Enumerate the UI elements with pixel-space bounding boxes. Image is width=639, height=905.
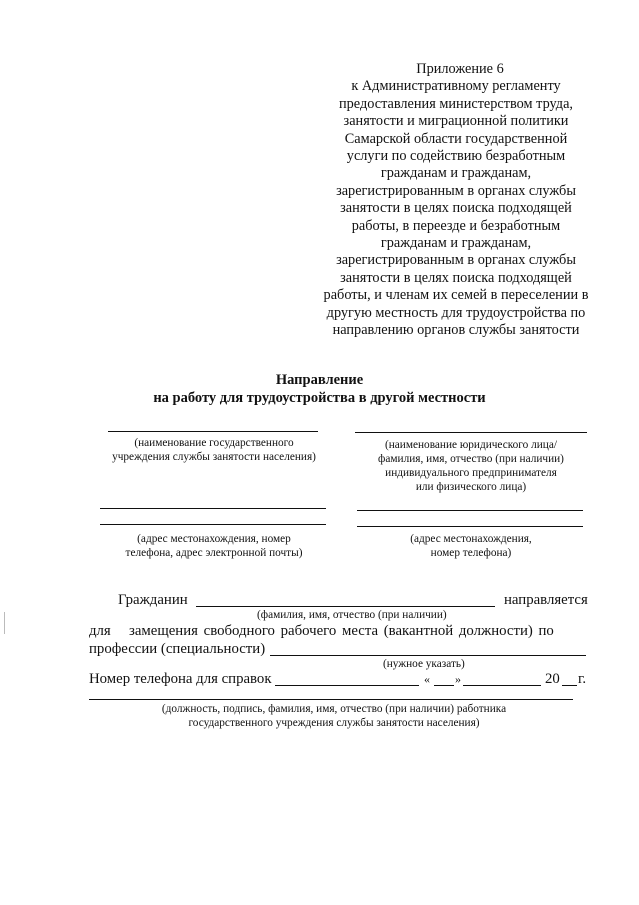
year-suffix: г. xyxy=(578,671,587,687)
institution-name-line xyxy=(108,431,318,432)
quote-close: » xyxy=(455,672,461,686)
signature-line[interactable] xyxy=(89,699,573,700)
employer-caption xyxy=(348,438,594,494)
citizen-label: Гражданин xyxy=(118,592,188,608)
appendix-line: направлению органов службы занятости xyxy=(332,322,580,339)
appendix-line: предоставления министерством труда, xyxy=(339,95,573,112)
phone-line[interactable] xyxy=(275,685,419,686)
caption-line: или физического лица) xyxy=(415,481,527,493)
institution-address-line-2 xyxy=(100,524,326,525)
caption-line: (адрес местонахождения, номер xyxy=(137,533,291,545)
caption-line: телефона, адрес электронной почты) xyxy=(125,547,303,559)
document-title: Направление xyxy=(275,372,364,388)
day-line[interactable] xyxy=(434,685,454,686)
caption-line: (наименование государственного xyxy=(134,437,294,449)
caption-line: фамилия, имя, отчество (при наличии) xyxy=(378,453,564,465)
document-subtitle: на работу для трудоустройства в другой местности xyxy=(153,390,486,406)
appendix-label: Приложение 6 xyxy=(416,61,504,77)
appendix-line: занятости в целях поиска подходящей xyxy=(340,200,572,217)
caption-line: (должность, подпись, фамилия, имя, отчество (при наличии) работника xyxy=(161,703,507,715)
appendix-line: к Административному регламенту xyxy=(351,78,561,95)
caption-line: (наименование юридического лица/ xyxy=(384,439,558,451)
employer-address-line-1 xyxy=(357,510,583,511)
quote-open: « xyxy=(424,672,430,686)
appendix-block xyxy=(308,61,604,340)
appendix-line: гражданам и гражданам, xyxy=(380,165,532,182)
profession-label: профессии (специальности) xyxy=(89,641,266,657)
year-prefix: 20 xyxy=(545,671,560,687)
appendix-line: гражданам и гражданам, xyxy=(380,235,532,252)
caption-line: индивидуального предпринимателя xyxy=(385,467,557,479)
institution-caption xyxy=(86,436,342,464)
phone-label: Номер телефона для справок xyxy=(89,671,272,687)
employer-address-line-2 xyxy=(357,526,583,527)
caption-line: (адрес местонахождения, xyxy=(410,533,532,545)
institution-address-caption xyxy=(86,532,342,560)
purpose-text: замещения свободного рабочего места (вакантной должности) по xyxy=(129,623,554,639)
appendix-line: Самарской области государственной xyxy=(344,130,568,147)
employer-address-caption xyxy=(346,532,596,560)
appendix-line: другую местность для трудоустройства по xyxy=(326,304,586,321)
appendix-line: работы, и членам их семей в переселении в xyxy=(323,287,589,304)
citizen-fio-line[interactable] xyxy=(196,606,495,607)
appendix-line: зарегистрированным в органах службы xyxy=(336,182,576,199)
appendix-line: зарегистрированным в органах службы xyxy=(336,252,576,269)
employer-name-line xyxy=(355,432,587,433)
month-line[interactable] xyxy=(463,685,541,686)
appendix-line: занятости и миграционной политики xyxy=(343,113,569,130)
institution-address-line-1 xyxy=(100,508,326,509)
appendix-line: услуги по содействию безработным xyxy=(346,148,566,165)
scan-edge-mark xyxy=(4,612,5,634)
directed-label: направляется xyxy=(504,592,588,608)
signature-caption xyxy=(89,702,579,730)
appendix-line: занятости в целях поиска подходящей xyxy=(340,269,572,286)
caption-line: номер телефона) xyxy=(430,547,512,559)
fio-caption: (фамилия, имя, отчество (при наличии) xyxy=(257,609,447,621)
caption-line: государственного учреждения службы занятости населения) xyxy=(188,717,480,729)
appendix-line: работы, в переезде и безработным xyxy=(351,217,561,234)
specify-caption: (нужное указать) xyxy=(383,658,465,670)
profession-line[interactable] xyxy=(270,655,586,656)
for-word: для xyxy=(89,623,111,639)
year-line[interactable] xyxy=(562,685,577,686)
caption-line: учреждения службы занятости населения) xyxy=(112,451,316,463)
